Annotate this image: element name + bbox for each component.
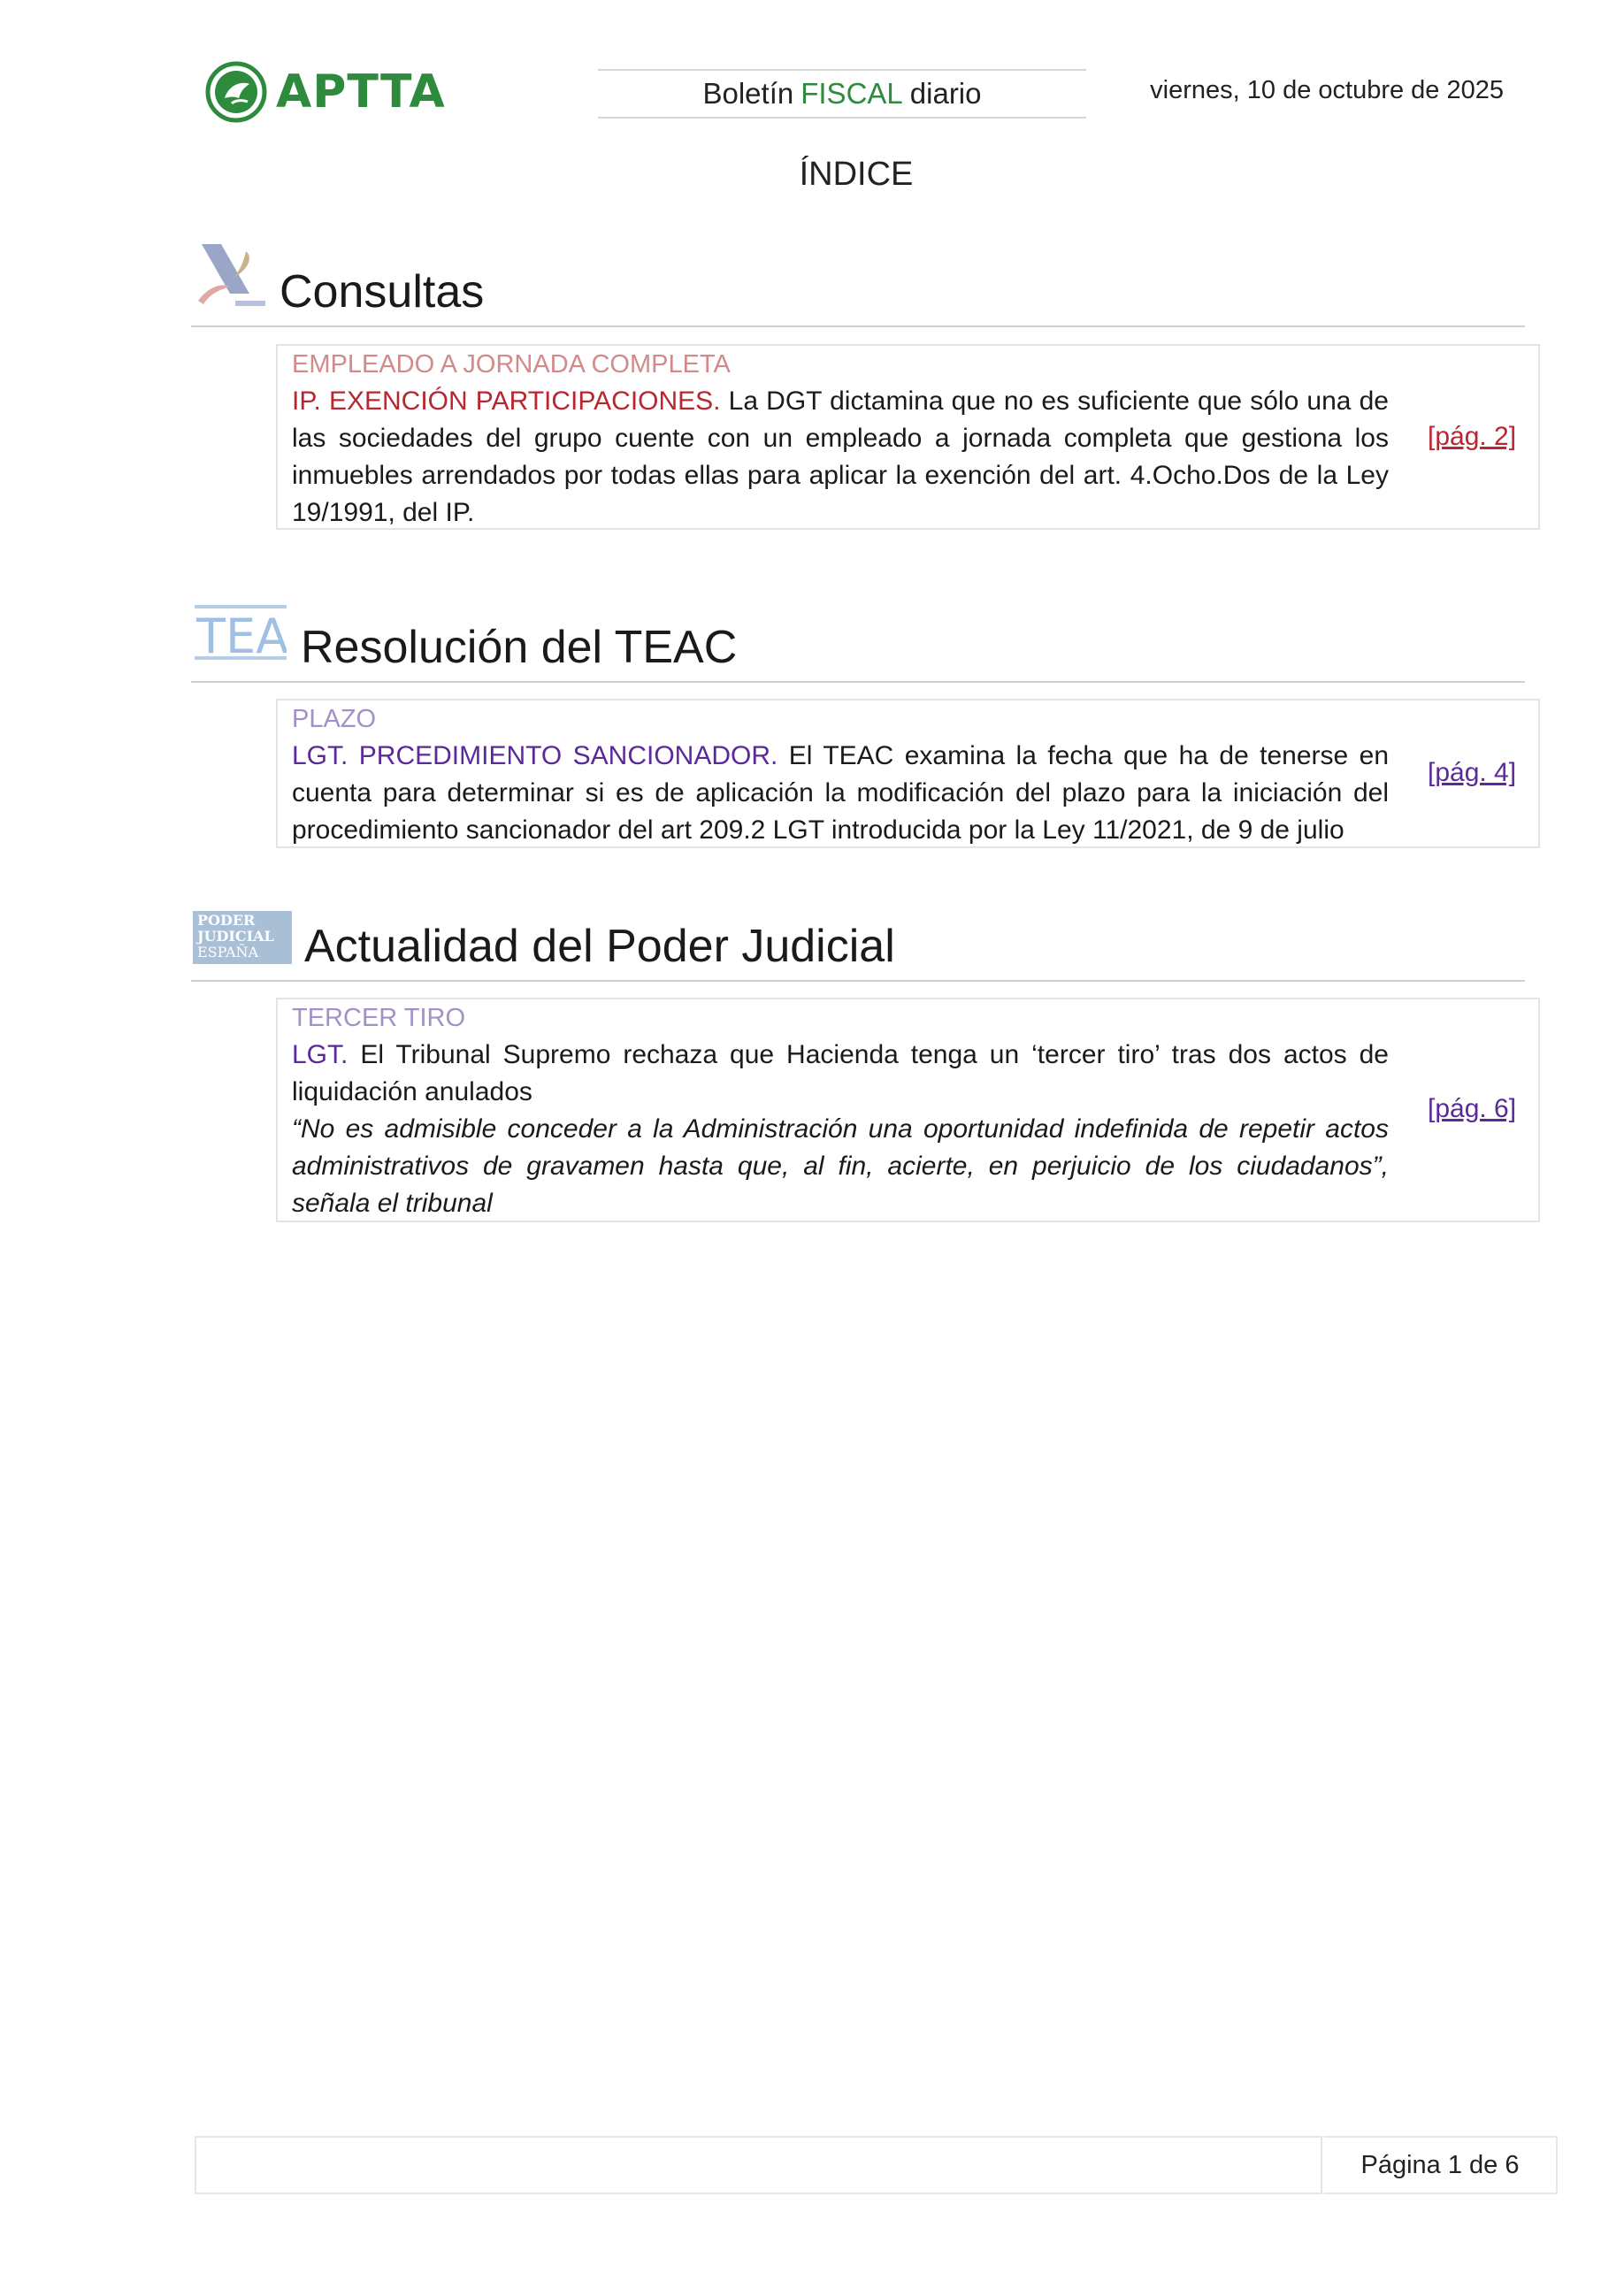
entry-text (292, 999, 1389, 1222)
entry-tag: PLAZO (292, 705, 377, 733)
header-date: viernes, 10 de octubre de 2025 (1150, 76, 1504, 104)
section-divider (191, 681, 1525, 683)
section-title-teac: Resolución del TEAC (301, 622, 738, 673)
entry-lead: LGT. (292, 1040, 349, 1069)
entry-text (292, 700, 1389, 849)
tea-logo-icon (195, 601, 287, 663)
page-link-consultas[interactable]: [pág. 2] (1428, 422, 1517, 451)
aeat-logo-icon (195, 239, 267, 310)
footer-page-number: Página 1 de 6 (1324, 2136, 1558, 2194)
section-title-poder-judicial: Actualidad del Poder Judicial (304, 921, 895, 972)
page-link-poder-judicial[interactable]: [pág. 6] (1428, 1094, 1517, 1123)
bulletin-suffix: diario (909, 77, 982, 110)
page-link-teac[interactable]: [pág. 4] (1428, 758, 1517, 787)
index-entry-teac (276, 699, 1540, 848)
entry-body: La DGT dictamina que no es suficiente que sólo una de las sociedades del grupo cuente con un empleado a jornada completa que gestiona los inmuebles arrendados por todas ellas para aplicar la exención del art. 4.Ocho.Dos de la Ley 19/1991, del IP. (292, 386, 1389, 527)
aptta-logo (205, 60, 462, 124)
entry-lead: LGT. PRCEDIMIENTO SANCIONADOR. (292, 741, 778, 770)
bulletin-title (598, 69, 1086, 119)
footer-left-cell (195, 2136, 1322, 2194)
bulletin-prefix: Boletín (702, 77, 794, 110)
section-divider (191, 325, 1525, 327)
aptta-emblem-icon (205, 61, 267, 123)
tea-logo-text: TEA (196, 608, 287, 663)
entry-tag: EMPLEADO A JORNADA COMPLETA (292, 350, 731, 379)
logo-line-3: ESPAÑA (197, 944, 259, 960)
entry-lead: IP. EXENCIÓN PARTICIPACIONES. (292, 386, 721, 416)
entry-body: El TEAC examina la fecha que ha de tenerse en cuenta para determinar si es de aplicación la modificación del plazo para la iniciación del procedimiento sancionador del art 209.2 LGT introducida por la Ley 11/2021, de 9 de julio (292, 741, 1390, 845)
index-entry-poder-judicial (276, 998, 1540, 1222)
section-divider (191, 980, 1525, 982)
logo-line-2: JUDICIAL (197, 928, 274, 945)
logo-text: APTTA (276, 65, 446, 119)
entry-text (292, 346, 1389, 532)
entry-tag: TERCER TIRO (292, 1004, 466, 1032)
entry-body: El Tribunal Supremo rechaza que Hacienda tenga un ‘tercer tiro’ tras dos actos de liquidación anulados (292, 1040, 1389, 1106)
bulletin-highlight: FISCAL (801, 77, 903, 110)
section-title-consultas: Consultas (280, 266, 485, 318)
poder-judicial-logo-icon (193, 911, 292, 964)
index-entry-consultas (276, 344, 1540, 530)
index-title: ÍNDICE (799, 156, 914, 193)
logo-line-1: PODER (197, 912, 256, 929)
entry-quote: “No es admisible conceder a la Administración una oportunidad indefinida de repetir actos administrativos de gravamen hasta que, al fin, acierte, en perjuicio de los ciudadanos”, señala el tribunal (292, 1114, 1389, 1218)
